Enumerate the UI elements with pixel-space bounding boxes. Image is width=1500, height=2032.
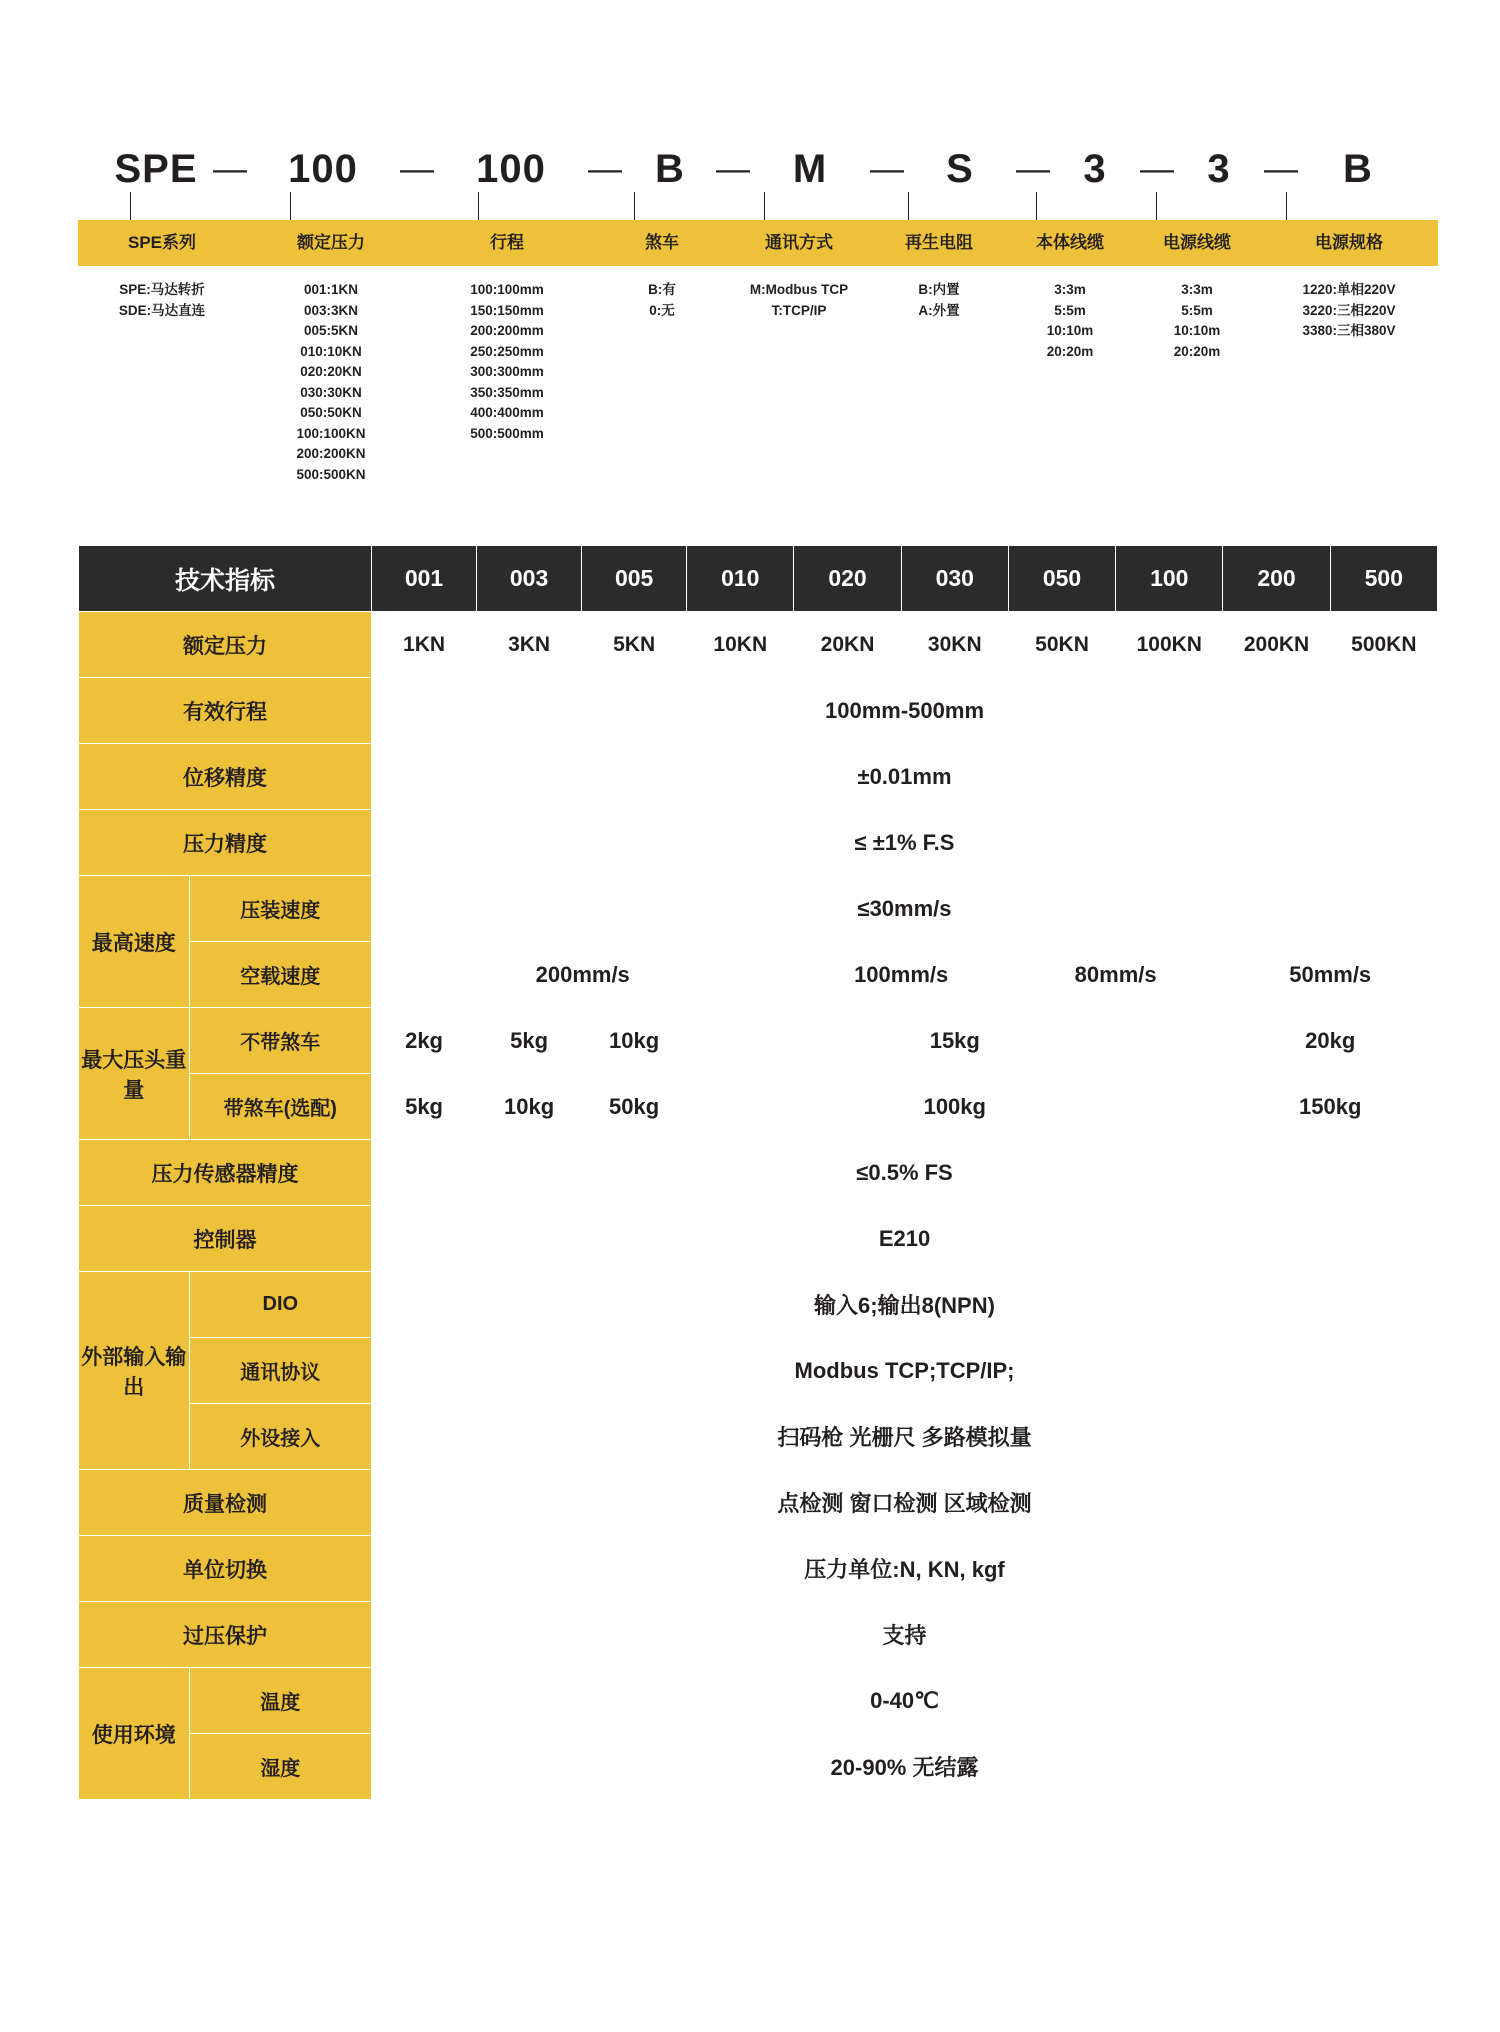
model-code-separator: — — [1264, 150, 1298, 188]
model-code-options-0 — [78, 280, 246, 485]
option-item: 400:400mm — [470, 405, 544, 420]
cell-value: 100KN — [1116, 612, 1223, 678]
model-code-options-2 — [416, 280, 598, 485]
model-col-020: 020 — [794, 546, 901, 612]
cell-value: 500KN — [1330, 612, 1437, 678]
model-code-separator: — — [213, 150, 247, 188]
model-code-segment-6: 3 — [1083, 147, 1107, 191]
model-col-500: 500 — [1330, 546, 1437, 612]
row-sublabel-without-brake: 不带煞车 — [189, 1008, 371, 1074]
option-item: 10:10m — [1046, 323, 1094, 338]
cell-value: 5kg — [372, 1074, 477, 1140]
row-sublabel-humidity: 湿度 — [189, 1734, 371, 1800]
option-item: 003:3KN — [303, 302, 359, 318]
model-code-options-8 — [1260, 280, 1438, 485]
model-code-header-7: 电源线缆 — [1163, 233, 1231, 252]
cell-value: 0-40℃ — [372, 1668, 1438, 1734]
cell-value: 20KN — [794, 612, 901, 678]
model-code-options-7 — [1134, 280, 1260, 485]
table-row — [79, 1734, 1438, 1800]
row-label-overload-protection: 过压保护 — [79, 1602, 372, 1668]
model-code-segment-1: 100 — [288, 147, 358, 191]
cell-value: 20kg — [1223, 1008, 1438, 1074]
model-code-segment-4: M — [792, 147, 828, 191]
spec-table-title: 技术指标 — [79, 546, 372, 612]
tick-mark — [1156, 192, 1157, 220]
table-row — [79, 1602, 1438, 1668]
cell-value: 200mm/s — [372, 942, 794, 1008]
model-code-header-4: 通讯方式 — [765, 233, 833, 252]
table-row — [79, 1470, 1438, 1536]
model-code-options-1 — [246, 280, 416, 485]
model-code-header-2: 行程 — [490, 233, 524, 252]
row-label-unit-switch: 单位切换 — [79, 1536, 372, 1602]
model-code-row — [78, 130, 1438, 192]
table-row — [79, 612, 1438, 678]
table-row — [79, 1272, 1438, 1338]
option-item: 3:3m — [1054, 282, 1086, 297]
tick-mark — [290, 192, 291, 220]
row-label-displacement-accuracy: 位移精度 — [79, 744, 372, 810]
option-item: M:Modbus TCP — [749, 282, 849, 297]
cell-value: 扫码枪 光栅尺 多路模拟量 — [372, 1404, 1438, 1470]
option-item: SPE:马达转折 — [119, 282, 205, 297]
table-row — [79, 1404, 1438, 1470]
option-item: 350:350mm — [470, 384, 544, 400]
cell-value: 50kg — [582, 1074, 687, 1140]
cell-value: 输入6;输出8(NPN) — [372, 1272, 1438, 1338]
model-code-segment-5: S — [946, 147, 974, 191]
model-code-separator: — — [716, 150, 750, 188]
model-code-segment-8: B — [1343, 147, 1373, 191]
row-label-rated-pressure: 额定压力 — [79, 612, 372, 678]
cell-value: 100mm-500mm — [372, 678, 1438, 744]
cell-value: ≤0.5% FS — [372, 1140, 1438, 1206]
option-item: 001:1KN — [303, 282, 359, 297]
cell-value: 压力单位:N, KN, kgf — [372, 1536, 1438, 1602]
row-sublabel-noload-speed: 空载速度 — [189, 942, 371, 1008]
tick-mark — [1286, 192, 1287, 220]
option-item: 010:10KN — [300, 343, 362, 359]
option-item: 3:3m — [1181, 282, 1213, 297]
table-row — [79, 1008, 1438, 1074]
option-item: SDE:马达直连 — [118, 302, 206, 318]
row-label-environment: 使用环境 — [79, 1668, 190, 1800]
row-sublabel-temperature: 温度 — [189, 1668, 371, 1734]
tick-mark — [908, 192, 909, 220]
tick-mark — [634, 192, 635, 220]
cell-value: ≤30mm/s — [372, 876, 1438, 942]
model-col-001: 001 — [372, 546, 477, 612]
tick-mark — [764, 192, 765, 220]
option-item: 050:50KN — [300, 405, 362, 420]
option-item: T:TCP/IP — [771, 302, 827, 318]
option-item: 3380:三相380V — [1302, 323, 1396, 338]
row-sublabel-dio: DIO — [189, 1272, 371, 1338]
option-item: 5:5m — [1054, 302, 1086, 318]
option-item: 150:150mm — [470, 302, 544, 318]
model-code-options-row — [78, 266, 1438, 485]
model-code-options-6 — [1006, 280, 1134, 485]
model-col-005: 005 — [582, 546, 687, 612]
cell-value: 15kg — [687, 1008, 1223, 1074]
option-item: 500:500KN — [296, 466, 366, 482]
model-code-segment-2: 100 — [476, 147, 546, 191]
model-col-003: 003 — [477, 546, 582, 612]
option-item: 250:250mm — [470, 343, 544, 359]
cell-value: 100kg — [687, 1074, 1223, 1140]
option-item: B:内置 — [918, 282, 960, 297]
model-code-separator: — — [588, 150, 622, 188]
option-item: 5:5m — [1181, 302, 1213, 318]
model-code-header-8: 电源规格 — [1315, 233, 1383, 252]
row-label-load-cell-accuracy: 压力传感器精度 — [79, 1140, 372, 1206]
option-item: A:外置 — [918, 302, 960, 318]
option-item: 100:100KN — [296, 425, 366, 441]
cell-value: 80mm/s — [1008, 942, 1223, 1008]
cell-value: 10KN — [687, 612, 794, 678]
option-item: 200:200KN — [296, 446, 366, 461]
table-row — [79, 744, 1438, 810]
option-item: 1220:单相220V — [1302, 282, 1396, 297]
cell-value: 20-90% 无结露 — [372, 1734, 1438, 1800]
table-row — [79, 1338, 1438, 1404]
cell-value: 1KN — [372, 612, 477, 678]
cell-value: 50KN — [1008, 612, 1115, 678]
table-row — [79, 1206, 1438, 1272]
option-item: 300:300mm — [470, 364, 544, 379]
table-row — [79, 1536, 1438, 1602]
option-item: 200:200mm — [470, 323, 544, 338]
model-code-header-6: 本体线缆 — [1036, 233, 1104, 252]
model-code-tick-row — [78, 192, 1438, 220]
table-row — [79, 1140, 1438, 1206]
model-col-030: 030 — [901, 546, 1008, 612]
cell-value: ±0.01mm — [372, 744, 1438, 810]
model-code-header-3: 煞车 — [645, 233, 679, 252]
option-item: B:有 — [648, 282, 676, 297]
cell-value: 150kg — [1223, 1074, 1438, 1140]
row-sublabel-peripheral: 外设接入 — [189, 1404, 371, 1470]
cell-value: 10kg — [477, 1074, 582, 1140]
table-row — [79, 1074, 1438, 1140]
option-item: 005:5KN — [303, 323, 359, 338]
model-code-segment-0: SPE — [114, 147, 198, 191]
row-label-effective-stroke: 有效行程 — [79, 678, 372, 744]
table-row — [79, 810, 1438, 876]
model-col-050: 050 — [1008, 546, 1115, 612]
cell-value: 5kg — [477, 1008, 582, 1074]
model-code-separator: — — [1140, 150, 1174, 188]
model-code-segment-7: 3 — [1207, 147, 1231, 191]
option-item: 10:10m — [1173, 323, 1221, 338]
model-col-010: 010 — [687, 546, 794, 612]
cell-value: 2kg — [372, 1008, 477, 1074]
model-code-options-4 — [726, 280, 872, 485]
row-sublabel-with-brake: 带煞车(选配) — [189, 1074, 371, 1140]
option-item: 0:无 — [649, 302, 675, 318]
model-code-header-bar — [78, 220, 1438, 266]
cell-value: 50mm/s — [1223, 942, 1438, 1008]
option-item: 500:500mm — [470, 425, 544, 441]
cell-value: E210 — [372, 1206, 1438, 1272]
model-code-segment-3: B — [655, 147, 685, 191]
row-label-max-head-weight: 最大压头重量 — [79, 1008, 190, 1140]
row-label-external-io: 外部输入输出 — [79, 1272, 190, 1470]
option-item: 20:20m — [1046, 343, 1094, 359]
cell-value: ≤ ±1% F.S — [372, 810, 1438, 876]
cell-value: 100mm/s — [794, 942, 1009, 1008]
spec-table — [78, 545, 1438, 1800]
model-code-separator: — — [400, 150, 434, 188]
cell-value: 3KN — [477, 612, 582, 678]
row-label-max-speed: 最高速度 — [79, 876, 190, 1008]
model-col-100: 100 — [1116, 546, 1223, 612]
cell-value: 10kg — [582, 1008, 687, 1074]
model-code-header-5: 再生电阻 — [905, 233, 973, 252]
cell-value: 30KN — [901, 612, 1008, 678]
cell-value: 200KN — [1223, 612, 1330, 678]
table-row — [79, 942, 1438, 1008]
tick-mark — [1036, 192, 1037, 220]
model-code-options-3 — [598, 280, 726, 485]
table-row — [79, 876, 1438, 942]
cell-value: 点检测 窗口检测 区域检测 — [372, 1470, 1438, 1536]
option-item: 030:30KN — [300, 384, 362, 400]
table-header-row — [79, 546, 1438, 612]
model-code-header-1: 额定压力 — [297, 233, 365, 252]
table-row — [79, 1668, 1438, 1734]
row-label-controller: 控制器 — [79, 1206, 372, 1272]
model-code-block — [78, 130, 1438, 485]
model-code-separator: — — [1016, 150, 1050, 188]
tick-mark — [478, 192, 479, 220]
row-sublabel-protocol: 通讯协议 — [189, 1338, 371, 1404]
option-item: 20:20m — [1173, 343, 1221, 359]
row-label-quality-inspection: 质量检测 — [79, 1470, 372, 1536]
cell-value: Modbus TCP;TCP/IP; — [372, 1338, 1438, 1404]
model-code-separator: — — [870, 150, 904, 188]
option-item: 020:20KN — [300, 364, 362, 379]
row-label-pressure-accuracy: 压力精度 — [79, 810, 372, 876]
option-item: 100:100mm — [470, 282, 544, 297]
table-row — [79, 678, 1438, 744]
model-code-options-5 — [872, 280, 1006, 485]
option-item: 3220:三相220V — [1302, 302, 1396, 318]
model-col-200: 200 — [1223, 546, 1330, 612]
model-code-header-0: SPE系列 — [127, 233, 197, 252]
row-sublabel-press-speed: 压装速度 — [189, 876, 371, 942]
cell-value: 支持 — [372, 1602, 1438, 1668]
tick-mark — [130, 192, 131, 220]
cell-value: 5KN — [582, 612, 687, 678]
